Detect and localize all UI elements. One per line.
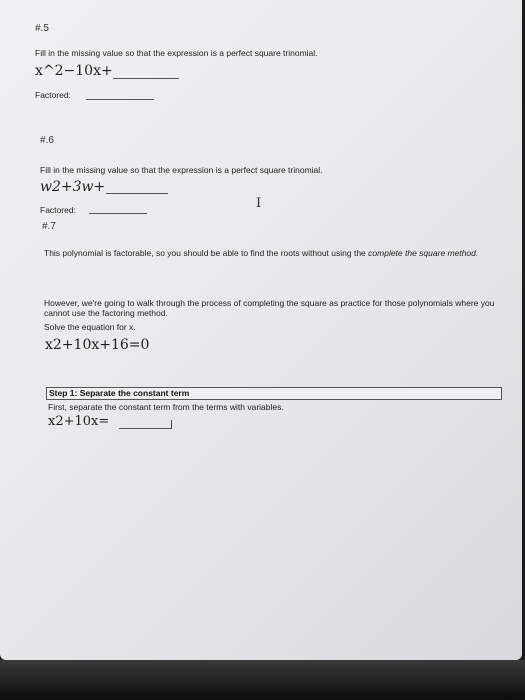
q7-equation: x2+10x+16=0 (45, 337, 150, 353)
q6-factored-input[interactable] (89, 213, 147, 214)
step-1-input-end (171, 420, 172, 429)
step-1-expression: x2+10x= (48, 414, 110, 429)
q6-number: #.6 (40, 135, 54, 146)
q6-instruction: Fill in the missing value so that the expression is a perfect square trinomial. (40, 165, 323, 175)
q6-factored-label: Factored: (40, 205, 76, 215)
photo-bottom-edge (0, 660, 525, 700)
q7-instruction-1-text: This polynomial is factorable, so you should be able to find the roots without using the (44, 248, 366, 258)
q6-expression: w2+3w+ (40, 179, 106, 195)
step-1-title: Step 1: Separate the constant term (49, 388, 190, 398)
step-1-instruction: First, separate the constant term from the terms with variables. (48, 402, 284, 412)
q5-factored-input[interactable] (86, 99, 154, 100)
q7-instruction-1-italic: complete the square method. (368, 248, 479, 258)
step-1-header (46, 387, 502, 400)
q5-number: #.5 (35, 23, 49, 34)
q7-instruction-2: However, we're going to walk through the process of completing the square as practice for those polynomials where you cannot use the factoring method. (44, 298, 495, 318)
q5-expression: x^2−10x+ (35, 63, 113, 79)
step-1-answer-input[interactable] (119, 428, 171, 429)
q7-instruction-1 (44, 248, 499, 258)
q5-factored-label: Factored: (35, 90, 71, 100)
q7-number: #.7 (42, 221, 56, 232)
text-cursor-icon: I (256, 196, 262, 211)
q5-answer-input[interactable] (113, 78, 179, 79)
q5-instruction: Fill in the missing value so that the expression is a perfect square trinomial. (35, 48, 318, 58)
q7-instruction-3: Solve the equation for x. (44, 322, 136, 332)
q6-answer-input[interactable] (106, 193, 168, 194)
